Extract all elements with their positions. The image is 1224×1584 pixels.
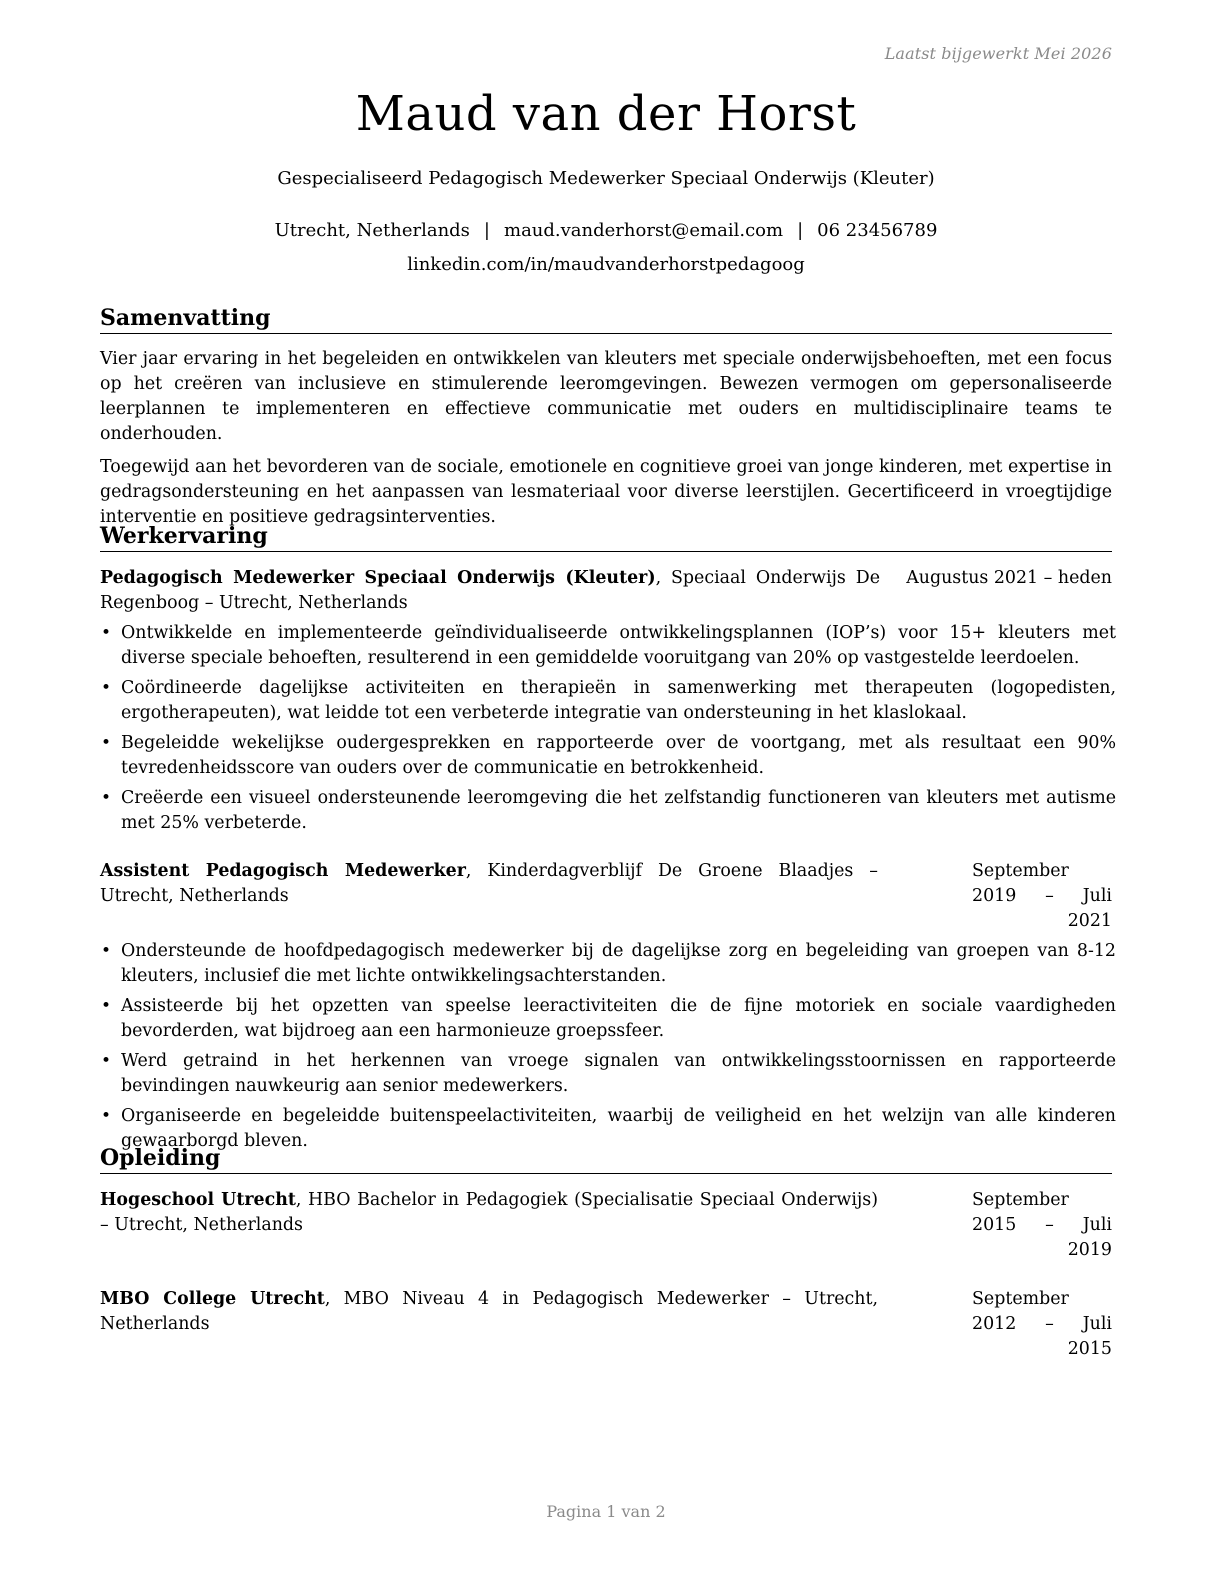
separator: |	[483, 220, 490, 241]
linkedin-link[interactable]: linkedin.com/in/maudvanderhorstpedagoog	[407, 254, 805, 275]
contact-line	[100, 220, 1112, 241]
page-number: Pagina 1 van 2	[546, 1502, 666, 1521]
summary-section	[100, 304, 1112, 530]
section-title-education: Opleiding	[100, 1144, 1112, 1174]
job-bullets	[100, 621, 1116, 836]
job-organization: , Speciaal Onderwijs De Regenboog – Utrecht, Netherlands	[100, 568, 880, 613]
last-updated: Laatst bijgewerkt Mei 2026	[884, 44, 1112, 63]
job-role: Assistent Pedagogisch Medewerker	[100, 861, 466, 881]
education-dates: September 2012 – Juli 2015	[972, 1289, 1112, 1359]
section-title-summary: Samenvatting	[100, 304, 1112, 334]
list-item: • Assisteerde bij het opzetten van speelse leeractiviteiten die de fijne motoriek en sociale vaardigheden bevorderden, wat bijdroeg aan een harmonieuze groepssfeer.	[100, 994, 1116, 1044]
resume-page	[100, 0, 1116, 1584]
list-item: • Coördineerde dagelijkse activiteiten en therapieën in samenwerking met therapeuten (logopedisten, ergotherapeuten), wat leidde tot een verbeterde integratie van ondersteuning in het klaslokaal.	[100, 676, 1116, 726]
job-header	[100, 566, 1112, 616]
list-item: • Ontwikkelde en implementeerde geïndividualiseerde ontwikkelingsplannen (IOP’s) voor 15+ kleuters met diverse speciale behoeften, resulterend in een gemiddelde vooruitgang van 20% op vastgestelde leerdoelen.	[100, 621, 1116, 671]
school-name: Hogeschool Utrecht	[100, 1190, 296, 1210]
phone-number: 06 23456789	[817, 220, 938, 241]
job-dates: September 2019 – Juli 2021	[972, 861, 1112, 931]
degree: , HBO Bachelor in Pedagogiek (Specialisatie Speciaal Onderwijs) – Utrecht, Netherlands	[100, 1190, 878, 1235]
degree: , MBO Niveau 4 in Pedagogisch Medewerker – Utrecht, Netherlands	[100, 1289, 879, 1334]
education-entry	[100, 1188, 1112, 1263]
education-entry	[100, 1287, 1112, 1362]
education-title	[100, 1287, 878, 1362]
summary-paragraph: Toegewijd aan het bevorderen van de sociale, emotionele en cognitieve groei van jonge kinderen, met expertise in gedragsondersteuning en het aanpassen van lesmateriaal voor diverse leerstijlen. Gecertificeerd in vroegtijdige interventie en positieve gedragsinterventies.	[100, 457, 1112, 527]
job-bullets	[100, 939, 1116, 1154]
page-title: Maud van der Horst	[355, 86, 857, 142]
job-organization: , Kinderdagverblijf De Groene Blaadjes – Utrecht, Netherlands	[100, 861, 878, 906]
job-role: Pedagogisch Medewerker Speciaal Onderwijs (Kleuter)	[100, 568, 656, 588]
list-item: • Begeleidde wekelijkse oudergesprekken en rapporteerde over de voortgang, met als resultaat een 90% tevredenheidsscore van ouders over de communicatie en betrokkenheid.	[100, 731, 1116, 781]
list-item: • Organiseerde en begeleidde buitenspeelactiviteiten, waarbij de veiligheid en het welzijn van alle kinderen gewaarborgd bleven.	[100, 1104, 1116, 1154]
education-section	[100, 1144, 1112, 1362]
list-item: • Creëerde een visueel ondersteunende leeromgeving die het zelfstandig functioneren van kleuters met autisme met 25% verbeterde.	[100, 786, 1116, 836]
job-entry	[100, 566, 1116, 836]
list-item: • Ondersteunde de hoofdpedagogisch medewerker bij de dagelijkse zorg en begeleiding van groepen van 8-12 kleuters, inclusief die met lichte ontwikkelingsachterstanden.	[100, 939, 1116, 989]
separator: |	[797, 220, 804, 241]
education-title	[100, 1188, 878, 1263]
experience-section	[100, 522, 1116, 1154]
list-item: • Werd getraind in het herkennen van vroege signalen van ontwikkelingsstoornissen en rapporteerde bevindingen nauwkeurig aan senior medewerkers.	[100, 1049, 1116, 1099]
job-title	[100, 859, 878, 934]
school-name: MBO College Utrecht	[100, 1289, 325, 1309]
job-header	[100, 859, 1112, 934]
job-title	[100, 566, 880, 616]
email-link[interactable]: maud.vanderhorst@email.com	[504, 220, 784, 241]
section-title-experience: Werkervaring	[100, 522, 1112, 552]
job-subtitle: Gespecialiseerd Pedagogisch Medewerker Speciaal Onderwijs (Kleuter)	[277, 168, 935, 189]
education-dates: September 2015 – Juli 2019	[972, 1190, 1112, 1260]
job-entry	[100, 859, 1116, 1154]
summary-paragraph: Vier jaar ervaring in het begeleiden en ontwikkelen van kleuters met speciale onderwijsbehoeften, met een focus op het creëren van inclusieve en stimulerende leeromgevingen. Bewezen vermogen om gepersonaliseerde leerplannen te implementeren en effectieve communicatie met ouders en multidisciplinaire teams te onderhouden.	[100, 349, 1112, 444]
job-dates: Augustus 2021 – heden	[906, 568, 1112, 588]
location: Utrecht, Netherlands	[274, 220, 470, 241]
